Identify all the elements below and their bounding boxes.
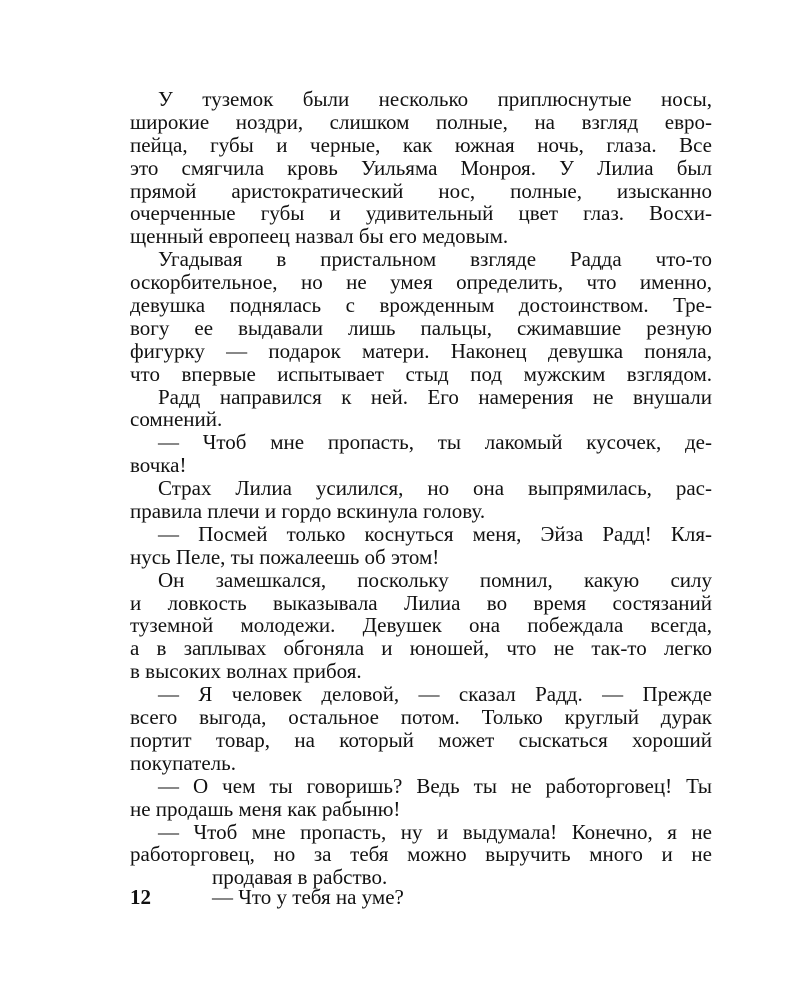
text-line: продавая в рабство. (212, 865, 388, 890)
text-line: портит товар, на который может сыскаться хороший (130, 727, 712, 752)
page-number: 12 (130, 885, 151, 909)
text-line: — О чем ты говоришь? Ведь ты не работорговец! Ты (158, 773, 712, 798)
text-line: что впервые испытывает стыд под мужским взглядом. (130, 361, 712, 386)
text-line: вогу ее выдавали лишь пальцы, сжимавшие резную (130, 315, 712, 340)
text-line: и ловкость выказывала Лилиа во время состязаний (130, 590, 712, 615)
text-line: вочка! (130, 453, 187, 478)
text-line: нусь Пеле, ты пожалеешь об этом! (130, 544, 440, 569)
text-line: всего выгода, остальное потом. Только круглый дурак (130, 705, 712, 730)
text-line: покупатель. (130, 750, 236, 775)
text-line: — Я человек деловой, — сказал Радд. — Прежде (158, 682, 712, 707)
text-line: фигурку — подарок матери. Наконец девушка поняла, (130, 338, 712, 363)
text-line: широкие ноздри, слишком полные, на взгляд евро- (130, 109, 712, 134)
text-line: это смягчила кровь Уильяма Монроя. У Лилиа был (130, 155, 712, 180)
text-line: — Чтоб мне пропасть, ну и выдумала! Конечно, я не (158, 819, 712, 844)
text-line: Страх Лилиа усилился, но она выпрямилась, рас- (158, 476, 712, 501)
text-line: очерченные губы и удивительный цвет глаз. Восхи- (130, 201, 712, 226)
text-line: правила плечи и гордо вскинула голову. (130, 499, 486, 524)
text-line: сомнений. (130, 407, 223, 432)
text-line: не продашь меня как рабыню! (130, 796, 401, 821)
text-line: прямой аристократический нос, полные, изысканно (130, 178, 712, 203)
text-line: У туземок были несколько приплюснутые носы, (158, 87, 712, 111)
text-line: туземной молодежи. Девушек она побеждала всегда, (130, 613, 712, 638)
text-line: работорговец, но за тебя можно выручить много и не (130, 842, 712, 867)
text-line: пейца, губы и черные, как южная ночь, глаза. Все (130, 132, 712, 157)
text-line: оскорбительное, но не умея определить, что именно, (130, 270, 712, 295)
text-line: — Что у тебя на уме? (212, 885, 404, 909)
body-text (130, 88, 712, 889)
text-line: — Посмей только коснуться меня, Эйза Радд! Кля- (158, 521, 712, 546)
text-line: — Чтоб мне пропасть, ты лакомый кусочек, де- (158, 430, 712, 455)
page-footer (130, 885, 712, 909)
text-line: а в заплывах обгоняла и юношей, что не так-то легко (130, 636, 712, 661)
text-line: Радд направился к ней. Его намерения не внушали (158, 384, 712, 409)
text-line: щенный европеец назвал бы его медовым. (130, 224, 509, 249)
text-line: Он замешкался, поскольку помнил, какую силу (158, 567, 712, 592)
text-line: девушка поднялась с врожденным достоинством. Тре- (130, 293, 712, 318)
text-line: Угадывая в пристальном взгляде Радда что-то (158, 247, 712, 272)
text-line: в высоких волнах прибоя. (130, 659, 362, 684)
